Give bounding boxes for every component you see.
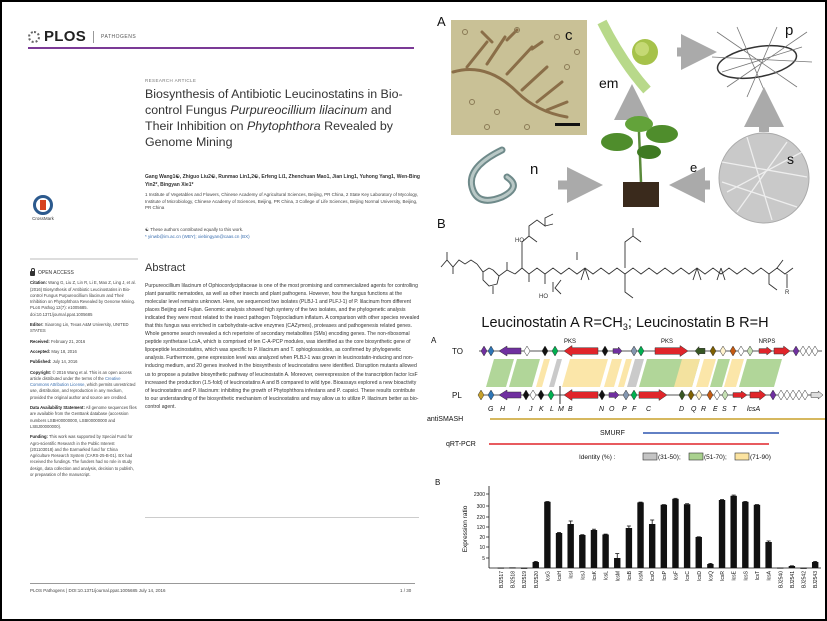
gene-cluster [478,346,823,405]
gene-arrow [499,346,521,356]
identity-swatch-31-50 [643,453,657,460]
abstract-heading: Abstract [145,262,186,274]
track-label-qrtpcr: qRT-PCR [446,441,476,448]
panel-label-a-top: A [437,14,446,29]
gene-marker [707,390,713,400]
photo-label-n: n [530,161,539,178]
gene-marker [778,390,784,400]
bar-BJ2543 [812,562,818,568]
gene-marker [714,390,720,400]
track-label-smurf: SMURF [600,430,625,437]
open-access-label: OPEN ACCESS [38,270,74,276]
x-tick-label: lcsA [766,571,773,581]
x-tick-label: lcsT [754,571,761,581]
x-tick-label: BJ2543 [813,571,820,588]
expression-bar-chart [474,486,821,588]
gene-letter: I [518,406,520,413]
received-label: Received: [30,338,50,344]
x-tick-label: lcsK [591,571,598,581]
bar-lcsA [765,542,771,568]
gene-marker [638,346,644,356]
row-label-to: TO [452,347,463,356]
gene-letter: lcsA [747,406,761,413]
license-link[interactable]: Creative Commons Attribution License [30,375,121,388]
identity-block [549,359,562,387]
accepted-block [30,349,138,355]
author-notes [145,227,420,240]
panel-label-a-bottom: A [431,336,437,345]
gene-marker [488,346,494,356]
identity-block [509,359,540,387]
editor-block [30,322,138,335]
photo-label-c: c [565,27,573,44]
published-block [30,359,138,365]
equal-contribution-note: ☯ These authors contributed equally to this work. [145,227,244,232]
domain-label-nrps: NRPS [758,339,776,345]
x-tick-label: lcsB [626,571,633,581]
article-sidebar [30,270,138,482]
x-tick-label: lcsN [638,571,645,581]
gene-arrow [811,391,823,399]
abstract-rule [145,517,419,518]
gene-marker [806,346,812,356]
gene-letter: F [632,406,637,413]
x-tick-label: lcsC [685,571,692,581]
x-tick-label: BJ2542 [801,571,808,588]
page-number: 1 / 30 [400,588,412,593]
gene-letter: Q [691,406,697,413]
figure-panel [427,2,825,619]
gene-marker [599,390,605,400]
gene-arrow [564,346,598,357]
gene-marker [631,346,637,356]
x-tick-label: lcsF [673,571,680,581]
copyright-text-end: , which permits unrestricted use, distribution, and reproduction in any medium, provided the original author and source are credited. [30,382,136,400]
editor-text: Xiaorong Lin, Texas A&M University, UNITED STATES [30,322,129,334]
nematode-photo [471,150,513,200]
domain-label-pks-1: PKS [563,339,577,345]
photo-label-em: em [599,75,619,91]
row-label-pl: PL [452,391,462,400]
bar-BJ2519 [521,568,527,569]
published-label: Published: [30,359,52,365]
bar-lcsG [544,502,550,568]
gene-marker [710,346,716,356]
x-tick-label: BJ2519 [522,571,529,588]
y-tick-label: 120 [476,525,485,531]
gene-arrow [639,390,667,401]
x-tick-label: BJ2541 [789,571,796,588]
panel-label-b-top: B [437,216,446,231]
photo-label-e: e [690,160,698,175]
caption-part-2: ; Leucinostatin B R=H [627,315,769,331]
corresponding-emails[interactable]: * yinwb@im.ac.cn (WBY); xiebingyan@caas.cn (BX) [145,233,250,239]
x-tick-label: BJ2520 [533,571,540,588]
gene-marker [696,390,702,400]
bar-lcsL [602,535,608,569]
bar-lcsP [661,505,667,568]
identity-swatch-71-90 [735,453,749,460]
journal-logo [28,28,136,45]
data-availability-label: Data Availability Statement: [30,405,85,411]
funding-block [30,434,138,478]
gene-arrow [564,390,598,401]
spore-micrograph [719,133,809,223]
gene-marker [770,390,776,400]
gene-letter: T [732,406,737,413]
author-list: Gang Wang1☯, Zhiguo Liu2☯, Runmao Lin1,2☯, Erfeng Li1, Zhenchuan Mao1, Jian Ling1, Yuhong Yang1, Wen-Bing Yin2*, Bingyan Xie1* [145,174,420,188]
gene-arrow [499,390,521,400]
gene-letter: R [701,406,707,413]
x-tick-label: lcsM [615,571,622,582]
photo-label-p: p [785,22,794,39]
abstract-text: Purpureocillium lilacinum of Ophiocordycipitaceae is one of the most promising and commercialized agents for controlling plant parasitic nematodes, as well as other insects and plant pathogens. However, how the fungus functions at the molecular level remains unknown. Here, we sequenced two isolates (PLBJ-1 and PLFJ-1) of P. lilacinum from different places Beijing and Fujian. Genomic analysis showed high synteny of the two isolates, and the phylogenetic analysis indicated they were most related to the insect pathogen Tolypocladium inflatum. A comparison with other species revealed that this fungus was enriched in carbohydrate-active enzymes (CAZymes), proteases and pathogenesis related genes. Whole genome search revealed a rich repertoire of secondary metabolites (SMs) encoding genes. The non-ribosomal peptide synthetase LcsA, which is comprised of ten C-A-PCP modules, was identified as the core biosynthetic gene of lipopeptide leucinostatins, which was specific to P. lilacinum and T. ophioglossoides, as confirmed by phylogenetic analysis. Furthermore, gene expression level was analyzed when PLBJ-1 was grown in leucinostatin-inducing and non-inducing medium, and 20 genes involved in the biosynthesis of leucinostatins were identified. Disruption mutants allowed us to propose a putative biosynthetic pathway of leucinostatin A. Moreover, overexpression of the transcription factor lcsF increased the production (1.5-fold) of leucinostatins A and B compared to wild type. Bioassays explored a new bioactivity of leucinostatins and P. lilacinum: inhibiting the growth of Phytophthora infestans and P. capsici. These results contribute to our understanding of the biosynthetic mechanism of leucinostatins and may allow us to utilize P. lilacinum better as bio-control agent. [145,283,420,410]
bar-lcsQ [707,564,713,568]
y-tick-label: 10 [479,545,485,551]
gene-marker [538,390,544,400]
affiliations: 1 Institute of Vegetables and Flowers, Chinese Academy of Agricultural Sciences, Beijing, PR China, 2 State Key Laboratory of Mycology, Institute of Microbiology, Chinese Academy of Sciences, Beijing, PR China, 3 College of Life Sciences, Beijing Normal University, Beijing, PR China [145,192,419,210]
gene-letter-row [488,406,761,413]
bar-lcsE [730,496,736,568]
bar-BJ2542 [800,568,806,569]
copyright-block [30,370,138,401]
bar-lcsJ [579,535,585,568]
chart-ylabel: Expression ratio [462,505,469,553]
panel-label-b-bottom: B [435,478,441,487]
gene-marker [602,346,608,356]
funding-text: This work was supported by Special Fund for Agro-scientific Research in the Public Interest (201103018) and the Earmarked fund for China Agriculture Research System (CARS-25-B-01). BX had received the fundings. The funders had no role in study design, data collection and analysis, decision to publish, or preparation of the manuscript. [30,434,134,478]
accepted-label: Accepted: [30,348,51,354]
structure-r-label: R [785,290,790,296]
gene-marker [631,390,637,400]
gene-marker [548,390,554,400]
gene-marker [790,390,796,400]
gene-arrow [609,391,619,399]
gene-marker [730,346,736,356]
journal-section: PATHOGENS [101,33,137,40]
title-part: and Their Inhibition on [145,103,392,133]
parasitized-egg-drawing [712,27,812,97]
bar-BJ2518 [509,567,515,568]
x-tick-label: BJ2517 [498,571,505,588]
domain-label-pks-2: PKS [660,339,674,345]
gene-arrow [695,347,705,356]
article-title [145,86,415,150]
gene-arrow [655,346,688,357]
gene-marker [552,346,558,356]
y-tick-label: 2300 [473,492,485,498]
gene-letter: L [550,406,554,413]
x-tick-label: BJ2518 [510,571,517,588]
copyright-label: Copyright: [30,369,52,375]
title-part: Revealed by Genome Mining [145,119,393,149]
x-tick-label: lcsS [743,571,750,581]
funding-label: Funding: [30,434,48,440]
gene-arrow [759,347,772,355]
gene-arrow [733,391,747,399]
gene-marker [800,346,806,356]
gene-letter: G [488,406,494,413]
footer-citation: PLOS Pathogens | DOI:10.1371/journal.ppat.1005685 July 14, 2016 [30,588,166,593]
x-tick-label: lcsL [603,571,610,580]
open-lock-icon [30,271,35,276]
gene-arrow [774,346,790,356]
title-part: Biosynthesis of Antibiotic Leucinostatins in Bio-control Fungus [145,87,403,117]
y-tick-label: 300 [476,504,485,510]
gene-letter: B [568,406,573,413]
received-block [30,339,138,345]
logo-separator [93,31,94,43]
bar-lcsH [556,533,562,568]
x-tick-label: lcsH [557,571,564,581]
article-page [2,2,427,619]
x-tick-label: lcsE [731,571,738,581]
structure-ho-label-2: HO [539,294,548,300]
gene-letter: E [713,406,718,413]
bar-lcsD [696,537,702,568]
gene-marker [720,346,726,356]
gene-marker [523,390,529,400]
bar-BJ2541 [789,566,795,568]
data-availability-text: All genome sequences files are available from the GenBank database (accession numbers LSBH00000000, LSBI00000000 and LSBJ00000000). [30,405,137,429]
citation-label: Citation: [30,280,47,286]
identity-block [562,359,608,387]
gene-marker [747,346,753,356]
gene-marker [802,390,808,400]
gene-marker [679,390,685,400]
gene-marker [793,346,799,356]
gene-letter: S [722,406,727,413]
x-tick-label: lcsQ [708,571,715,581]
identity-legend-31-50: (31-50); [658,454,681,461]
identity-block [739,359,782,387]
crossmark-badge[interactable] [30,195,56,230]
bar-BJ2517 [498,568,504,569]
gene-letter: C [646,406,652,413]
title-species: Purpureocillium lilacinum [230,103,368,117]
caption-part-1: Leucinostatin A R=CH [481,315,623,331]
leucinostatin-structure [441,214,793,298]
gene-arrow [613,347,622,355]
y-tick-label: 20 [479,535,485,541]
identity-swatch-51-70 [689,453,703,460]
gene-marker [488,390,494,400]
identity-legend-71-90: (71-90) [750,454,771,461]
gene-marker [530,390,536,400]
identity-legend-label: Identity (%) : [579,454,616,461]
x-tick-label: lcsJ [580,571,587,580]
x-tick-label: lcsR [720,571,727,581]
figure-svg [427,2,825,619]
open-access-badge [30,270,138,276]
gene-letter: N [599,406,605,413]
x-tick-label: lcsP [661,571,668,581]
journal-brand: PLOS [44,28,87,45]
gene-marker [478,390,484,400]
gene-marker [722,390,728,400]
title-genus: Phytophthora [246,119,321,133]
gene-marker [812,346,818,356]
gene-marker [542,346,548,356]
gene-marker [784,390,790,400]
photo-label-s: s [787,151,794,167]
tomato-plant-photo [601,116,678,207]
bar-lcsS [742,502,748,568]
x-tick-label: lcsD [696,571,703,581]
gene-marker [738,346,744,356]
bar-lcsB [626,528,632,568]
identity-legend-51-70: (51-70); [704,454,727,461]
citation-text: Wang G, Liu Z, Lin R, Li E, Mao Z, Ling J, et al. (2016) Biosynthesis of Antibiotic Leucinostatins in Bio-control Fungus Purpureocillium lilacinum and Their Inhibition on Phytophthora Revealed by Genome Mining. PLoS Pathog 12(7): e1005685. doi:10.1371/journal.ppat.1005685 [30,280,136,317]
compound-caption [481,315,768,332]
accepted-date: May 18, 2016 [51,348,77,354]
structure-ho-label-1: HO [515,238,524,244]
gene-letter: D [679,406,685,413]
crossmark-label: CrossMark [32,216,54,221]
bar-BJ2520 [533,562,539,568]
caption-subscript: 3 [622,322,628,332]
x-tick-label: lcsO [650,571,657,581]
footer-rule [30,583,415,584]
gene-marker [623,390,629,400]
bar-lcsC [684,504,690,568]
gene-marker [796,390,802,400]
gene-marker [688,390,694,400]
x-tick-label: lcsI [568,571,575,579]
sidebar-rule [30,258,138,260]
bar-lcsK [591,530,597,568]
gene-arrow [750,390,766,400]
identity-block [486,359,514,387]
header-rule [28,47,414,49]
published-date: July 14, 2016 [52,359,78,365]
data-availability-block [30,405,138,430]
bar-lcsT [754,505,760,568]
gene-letter: K [539,406,544,413]
x-tick-label: BJ2540 [778,571,785,588]
y-tick-label: 5 [482,556,485,562]
bar-lcsI [567,524,573,568]
bar-lcsR [719,500,725,568]
citation-block [30,280,138,318]
bar-lcsF [672,499,678,568]
editor-label: Editor: [30,322,44,328]
article-type: RESEARCH ARTICLE [145,78,197,83]
track-label-antismash: antiSMASH [427,416,464,423]
gene-letter: H [500,406,506,413]
plos-sun-icon [28,31,40,43]
gene-letter: M [558,406,564,413]
bar-lcsM [614,558,620,568]
gene-marker [481,346,487,356]
copyright-text: © 2016 Wang et al. This is an open access article distributed under the terms of the [30,369,132,381]
gene-letter: O [609,406,615,413]
gene-letter: J [529,406,533,413]
gene-letter: P [622,406,627,413]
crossmark-icon [33,195,53,215]
y-tick-label: 220 [476,515,485,521]
bar-lcsN [637,502,643,568]
gene-marker [524,346,530,356]
received-date: February 21, 2016 [50,338,86,344]
x-tick-label: lcsG [545,571,552,581]
bar-lcsO [649,524,655,568]
bar-BJ2540 [777,568,783,569]
